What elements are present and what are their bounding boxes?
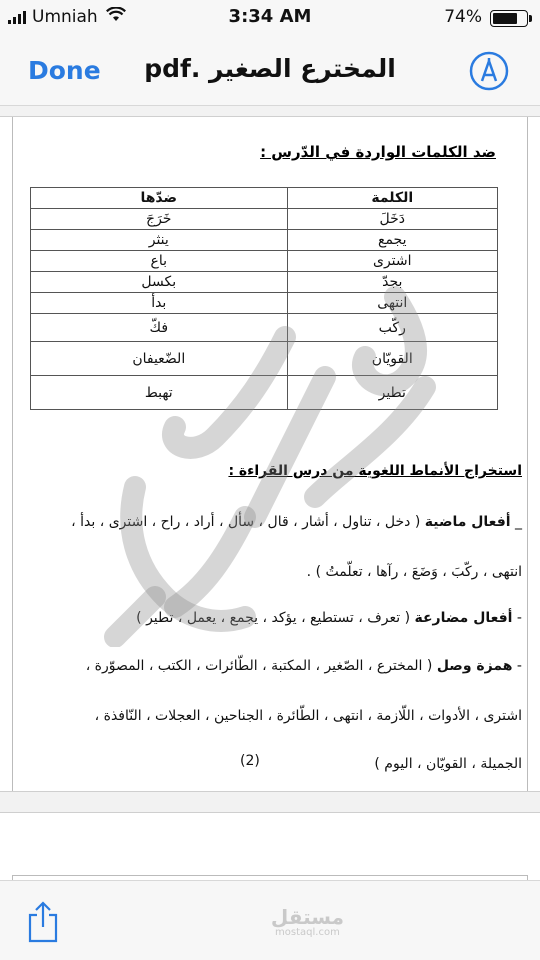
- battery-percent: 74%: [444, 7, 482, 27]
- table-header-row: [31, 188, 498, 209]
- antonym-cell: فكّ: [31, 314, 288, 342]
- carrier-name: Umniah: [32, 7, 98, 27]
- table-row: [31, 251, 498, 272]
- table-row: [31, 272, 498, 293]
- paragraph-hamzat-wasl: - همزة وصل ( المخترع ، الصّغير ، المكتبة ، الطّائرات ، الكتب ، المصوّرة ،: [85, 658, 522, 674]
- brand-url: mostaql.com: [275, 927, 340, 938]
- section-heading-antonyms: ضد الكلمات الواردة في الدّرس :: [260, 143, 496, 161]
- hamzat-wasl-text: ( المخترع ، الصّغير ، المكتبة ، الطّائرات ، الكتب ، المصوّرة ،: [85, 658, 437, 674]
- column-header-antonym: ضدّها: [31, 188, 288, 209]
- share-icon[interactable]: [26, 899, 60, 943]
- section-heading-patterns: استخراج الأنماط اللغوية من درس القراءة :: [228, 463, 522, 479]
- table-row: [31, 314, 498, 342]
- paragraph-hamzat-wasl-cont2: الجميلة ، القويّان ، اليوم ): [374, 756, 522, 772]
- status-bar: [0, 0, 540, 36]
- present-verbs-label: أفعال مضارعة: [414, 610, 513, 626]
- hamzat-wasl-label: همزة وصل: [436, 658, 513, 674]
- pdf-page[interactable]: [0, 116, 540, 792]
- bottom-toolbar: [0, 880, 540, 960]
- word-cell: يجمع: [287, 230, 497, 251]
- battery-icon: [490, 10, 528, 27]
- brand-watermark: [271, 905, 344, 938]
- word-cell: اشترى: [287, 251, 497, 272]
- battery-fill: [493, 13, 517, 24]
- word-cell: تطير: [287, 376, 497, 410]
- clock: 3:34 AM: [228, 6, 312, 27]
- table-row: [31, 376, 498, 410]
- present-verbs-text: ( تعرف ، تستطيع ، يؤكد ، يجمع ، يعمل ، تطير ): [136, 610, 415, 626]
- table-row: [31, 230, 498, 251]
- past-verbs-label: أفعال ماضية: [424, 514, 511, 530]
- navigation-bar: [0, 36, 540, 106]
- table-row: [31, 342, 498, 376]
- word-cell: بجدّ: [287, 272, 497, 293]
- paragraph-past-verbs-cont: انتهى ، ركّبَ ، وَضَعَ ، رآها ، تعلّمتُ ) .: [306, 564, 522, 580]
- brand-arabic: مستقل: [270, 905, 344, 929]
- markup-pen-icon[interactable]: [468, 50, 510, 92]
- paragraph-present-verbs: - أفعال مضارعة ( تعرف ، تستطيع ، يؤكد ، يجمع ، يعمل ، تطير ): [136, 610, 522, 626]
- next-pdf-page[interactable]: [0, 812, 540, 880]
- antonym-cell: باع: [31, 251, 288, 272]
- antonyms-table: [30, 187, 498, 410]
- word-cell: القويّان: [287, 342, 497, 376]
- antonym-cell: بدأ: [31, 293, 288, 314]
- column-header-word: الكلمة: [287, 188, 497, 209]
- paragraph-hamzat-wasl-cont1: اشترى ، الأدوات ، اللّازمة ، انتهى ، الطّائرة ، الجناحين ، العجلات ، النّافذة ،: [94, 708, 522, 724]
- antonym-cell: الضّعيفان: [31, 342, 288, 376]
- page-number: (2): [240, 753, 260, 769]
- table-row: [31, 209, 498, 230]
- antonym-cell: بكسل: [31, 272, 288, 293]
- done-button[interactable]: Done: [28, 56, 101, 85]
- paragraph-past-verbs: _ أفعال ماضية ( دخل ، تناول ، أشار ، قال ، سأل ، أراد ، راح ، اشترى ، بدأ ،: [71, 514, 522, 530]
- word-cell: ركّب: [287, 314, 497, 342]
- antonym-cell: خَرَجَ: [31, 209, 288, 230]
- table-row: [31, 293, 498, 314]
- antonym-cell: ينثر: [31, 230, 288, 251]
- past-verbs-text: ( دخل ، تناول ، أشار ، قال ، سأل ، أراد ، راح ، اشترى ، بدأ ،: [71, 514, 425, 530]
- document-title: المخترع الصغير .pdf: [144, 54, 396, 83]
- word-cell: انتهى: [287, 293, 497, 314]
- word-cell: دَخَلَ: [287, 209, 497, 230]
- antonym-cell: تهبط: [31, 376, 288, 410]
